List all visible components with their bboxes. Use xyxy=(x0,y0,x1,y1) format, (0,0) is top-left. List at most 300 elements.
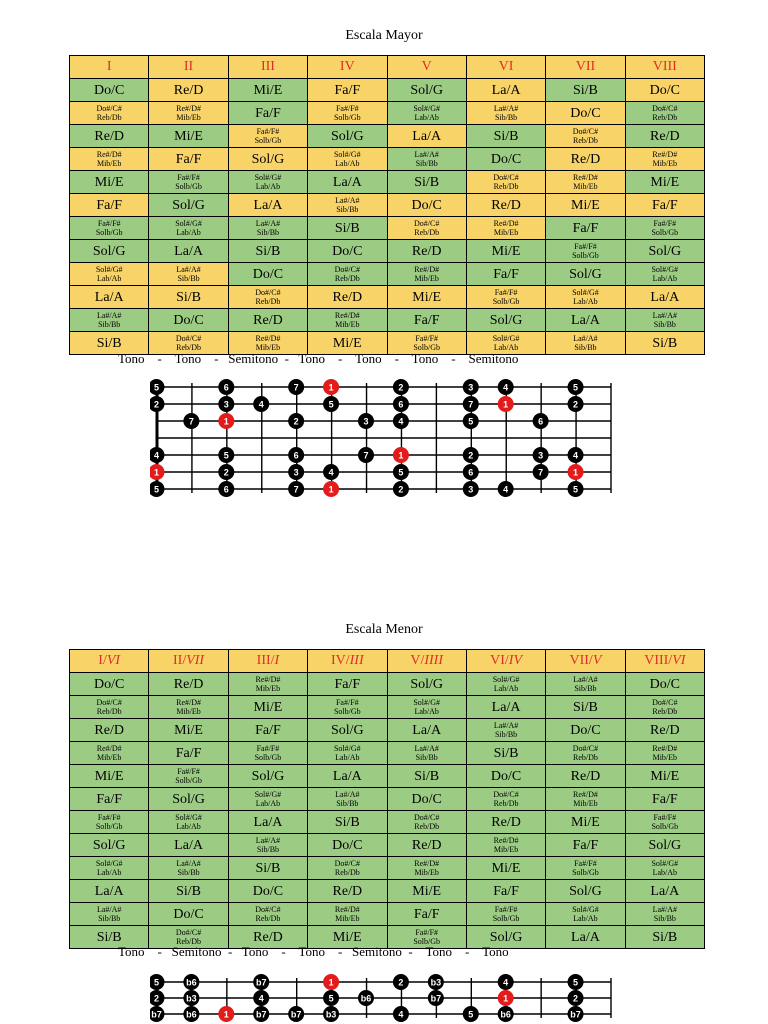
note-cell: Do#/C# Reb/Db xyxy=(625,102,704,125)
note-dot-label: 1 xyxy=(328,977,334,988)
note-dot-label: 2 xyxy=(223,467,229,478)
note-cell: Si/B xyxy=(466,742,545,765)
note-dot-label: 5 xyxy=(223,450,229,461)
note-cell: Re#/D# Mib/Eb xyxy=(387,263,466,286)
note-cell: Do#/C# Reb/Db xyxy=(387,217,466,240)
note-dot-label: 2 xyxy=(293,416,299,427)
note-cell: Mi/E xyxy=(387,286,466,309)
table-row xyxy=(70,309,705,332)
note-cell: Sol/G xyxy=(546,880,625,903)
note-cell: Si/B xyxy=(387,171,466,194)
note-dot-label: 1 xyxy=(153,467,159,478)
note-cell: Sol/G xyxy=(149,788,228,811)
note-cell: Re/D xyxy=(149,673,228,696)
note-dot-label: 5 xyxy=(328,993,334,1004)
note-cell: Sol/G xyxy=(228,765,307,788)
note-cell: Do/C xyxy=(625,79,704,102)
note-dot-label: 6 xyxy=(223,382,229,393)
note-cell: Mi/E xyxy=(70,765,149,788)
note-cell: Re/D xyxy=(70,719,149,742)
note-cell: Mi/E xyxy=(308,332,387,355)
note-dot-label: 4 xyxy=(503,977,509,988)
note-cell: Do#/C# Reb/Db xyxy=(149,332,228,355)
note-cell: Do#/C# Reb/Db xyxy=(70,102,149,125)
note-dot-label: 1 xyxy=(503,993,509,1004)
note-cell: Sol#/G# Lab/Ab xyxy=(228,788,307,811)
note-cell: Do#/C# Reb/Db xyxy=(308,263,387,286)
note-cell: Si/B xyxy=(466,125,545,148)
note-dot-label: 5 xyxy=(153,977,159,988)
note-cell: Si/B xyxy=(625,926,704,949)
note-cell: Mi/E xyxy=(70,171,149,194)
note-cell: Mi/E xyxy=(625,765,704,788)
degree-header: IV xyxy=(308,56,387,79)
note-cell: La#/A# Sib/Bb xyxy=(387,148,466,171)
note-cell: Mi/E xyxy=(625,171,704,194)
note-cell: Re/D xyxy=(308,286,387,309)
note-cell: Do/C xyxy=(308,834,387,857)
note-cell: Fa/F xyxy=(387,903,466,926)
table-row xyxy=(70,217,705,240)
note-cell: Sol#/G# Lab/Ab xyxy=(625,263,704,286)
note-cell: Re#/D# Mib/Eb xyxy=(625,148,704,171)
note-cell: Re/D xyxy=(70,125,149,148)
note-dot-label: b7 xyxy=(255,1009,267,1020)
note-cell: Re/D xyxy=(546,148,625,171)
note-cell: Si/B xyxy=(546,696,625,719)
note-dot-label: 4 xyxy=(258,993,264,1004)
table-row xyxy=(70,263,705,286)
note-cell: Do/C xyxy=(70,673,149,696)
note-cell: Do#/C# Reb/Db xyxy=(228,903,307,926)
note-cell: Sol/G xyxy=(466,926,545,949)
note-dot-label: b6 xyxy=(500,1009,511,1020)
note-cell: La#/A# Sib/Bb xyxy=(228,834,307,857)
note-cell: Do#/C# Reb/Db xyxy=(387,811,466,834)
note-cell: Si/B xyxy=(625,332,704,355)
note-dot-label: 6 xyxy=(223,484,229,495)
note-cell: Sol/G xyxy=(387,673,466,696)
note-cell: Si/B xyxy=(228,857,307,880)
note-dot-label: 5 xyxy=(153,382,159,393)
note-dot-label: 1 xyxy=(503,399,509,410)
note-cell: Do#/C# Reb/Db xyxy=(546,742,625,765)
note-dot-label: b6 xyxy=(186,977,197,988)
note-cell: Mi/E xyxy=(149,125,228,148)
degree-header: III xyxy=(228,56,307,79)
note-cell: Sol#/G# Lab/Ab xyxy=(466,673,545,696)
note-cell: Do#/C# Reb/Db xyxy=(466,788,545,811)
note-dot-label: 1 xyxy=(328,484,334,495)
note-cell: Sol#/G# Lab/Ab xyxy=(70,263,149,286)
note-cell: Re/D xyxy=(387,834,466,857)
note-dot-label: b6 xyxy=(186,1009,197,1020)
note-cell: Fa/F xyxy=(308,79,387,102)
degree-header: VII xyxy=(546,56,625,79)
note-cell: Do#/C# Reb/Db xyxy=(466,171,545,194)
note-dot-label: 1 xyxy=(573,467,579,478)
note-cell: Fa/F xyxy=(70,788,149,811)
note-dot-label: 4 xyxy=(503,382,509,393)
note-cell: La/A xyxy=(228,194,307,217)
note-cell: Fa/F xyxy=(466,263,545,286)
degree-header: V/IIII xyxy=(387,650,466,673)
note-cell: La/A xyxy=(149,240,228,263)
note-cell: Re/D xyxy=(466,194,545,217)
note-dot-label: 5 xyxy=(573,977,579,988)
note-cell: Mi/E xyxy=(228,79,307,102)
note-cell: Fa/F xyxy=(387,309,466,332)
note-cell: La/A xyxy=(546,309,625,332)
note-cell: Re#/D# Mib/Eb xyxy=(466,834,545,857)
note-cell: Sol#/G# Lab/Ab xyxy=(387,696,466,719)
note-dot-label: 1 xyxy=(398,450,404,461)
note-dot-label: b7 xyxy=(430,993,442,1004)
note-cell: La/A xyxy=(308,171,387,194)
note-cell: Do/C xyxy=(466,148,545,171)
note-cell: La/A xyxy=(308,765,387,788)
note-cell: Sol/G xyxy=(308,719,387,742)
note-cell: La#/A# Sib/Bb xyxy=(625,309,704,332)
note-cell: Fa#/F# Solb/Gb xyxy=(387,332,466,355)
note-cell: Re#/D# Mib/Eb xyxy=(387,857,466,880)
note-cell: Re/D xyxy=(625,125,704,148)
table-row xyxy=(70,673,705,696)
note-dot-label: b6 xyxy=(360,993,372,1004)
note-cell: Do/C xyxy=(149,309,228,332)
note-cell: Re/D xyxy=(546,765,625,788)
note-dot-label: 4 xyxy=(258,399,264,410)
note-cell: Re/D xyxy=(625,719,704,742)
note-cell: La#/A# Sib/Bb xyxy=(466,719,545,742)
note-cell: Sol#/G# Lab/Ab xyxy=(546,286,625,309)
table-row xyxy=(70,719,705,742)
note-dot-label: 4 xyxy=(398,1009,404,1020)
table-row xyxy=(70,880,705,903)
note-cell: Si/B xyxy=(308,217,387,240)
table-row xyxy=(70,125,705,148)
note-cell: Sol#/G# Lab/Ab xyxy=(387,102,466,125)
note-cell: Si/B xyxy=(228,240,307,263)
note-cell: Sol/G xyxy=(228,148,307,171)
note-cell: Sol/G xyxy=(387,79,466,102)
note-cell: La/A xyxy=(70,880,149,903)
note-cell: Fa#/F# Solb/Gb xyxy=(546,240,625,263)
degree-header: IV/III xyxy=(308,650,387,673)
major-step-pattern: Tono - Tono - Semitono - Tono - Tono - Tono - Semitono xyxy=(118,351,519,366)
note-dot-label: 6 xyxy=(538,416,544,427)
note-cell: Do/C xyxy=(308,240,387,263)
note-dot-label: 6 xyxy=(468,467,474,478)
degree-header: I xyxy=(70,56,149,79)
note-cell: Sol#/G# Lab/Ab xyxy=(149,811,228,834)
note-cell: Si/B xyxy=(546,79,625,102)
note-dot-label: 3 xyxy=(363,416,369,427)
minor-fretboard-diagram xyxy=(150,972,618,1024)
note-cell: Do/C xyxy=(625,673,704,696)
note-cell: Fa#/F# Solb/Gb xyxy=(149,765,228,788)
note-cell: Si/B xyxy=(308,811,387,834)
degree-header: VIII xyxy=(625,56,704,79)
note-cell: Mi/E xyxy=(149,719,228,742)
note-dot-label: b7 xyxy=(151,1009,162,1020)
degree-header: III/I xyxy=(228,650,307,673)
note-cell: Si/B xyxy=(387,765,466,788)
note-dot-label: 6 xyxy=(293,450,299,461)
table-row xyxy=(70,102,705,125)
note-dot-label: 7 xyxy=(293,484,299,495)
degree-header: VII/V xyxy=(546,650,625,673)
note-cell: Sol/G xyxy=(149,194,228,217)
note-cell: Fa/F xyxy=(149,148,228,171)
note-cell: Sol/G xyxy=(625,240,704,263)
degree-header: II/VII xyxy=(149,650,228,673)
note-cell: La#/A# Sib/Bb xyxy=(546,673,625,696)
note-cell: Fa/F xyxy=(546,217,625,240)
table-row xyxy=(70,148,705,171)
note-dot-label: 5 xyxy=(573,484,579,495)
note-dot-label: 2 xyxy=(398,382,404,393)
degree-header: VI/IV xyxy=(466,650,545,673)
note-cell: La#/A# Sib/Bb xyxy=(387,742,466,765)
note-cell: Sol/G xyxy=(308,125,387,148)
degree-header: VIII/VI xyxy=(625,650,704,673)
note-cell: Fa/F xyxy=(546,834,625,857)
note-cell: Fa/F xyxy=(625,194,704,217)
note-cell: Re/D xyxy=(149,79,228,102)
note-cell: Re#/D# Mib/Eb xyxy=(308,903,387,926)
note-dot-label: b3 xyxy=(325,1009,337,1020)
note-cell: Fa/F xyxy=(70,194,149,217)
note-dot-label: 4 xyxy=(398,416,404,427)
note-dot-label: 2 xyxy=(573,399,579,410)
degree-header: V xyxy=(387,56,466,79)
note-cell: Si/B xyxy=(149,286,228,309)
note-dot-label: b3 xyxy=(186,993,197,1004)
note-dot-label: b7 xyxy=(255,977,267,988)
table-row xyxy=(70,903,705,926)
note-cell: Fa#/F# Solb/Gb xyxy=(546,857,625,880)
note-dot-label: 7 xyxy=(468,399,474,410)
note-cell: Sol/G xyxy=(70,834,149,857)
table-row xyxy=(70,194,705,217)
note-cell: Sol#/G# Lab/Ab xyxy=(308,742,387,765)
note-cell: Mi/E xyxy=(546,811,625,834)
note-cell: Si/B xyxy=(70,332,149,355)
note-cell: Fa#/F# Solb/Gb xyxy=(387,926,466,949)
note-cell: Fa/F xyxy=(228,719,307,742)
note-cell: Re#/D# Mib/Eb xyxy=(546,788,625,811)
note-dot-label: 7 xyxy=(363,450,369,461)
table-row xyxy=(70,765,705,788)
note-dot-label: 5 xyxy=(468,1009,474,1020)
note-cell: Sol#/G# Lab/Ab xyxy=(308,148,387,171)
note-cell: Fa#/F# Solb/Gb xyxy=(466,286,545,309)
note-cell: Sol/G xyxy=(70,240,149,263)
note-dot-label: 2 xyxy=(153,993,159,1004)
degree-header: I/VI xyxy=(70,650,149,673)
note-dot-label: 4 xyxy=(328,467,334,478)
note-dot-label: 4 xyxy=(573,450,579,461)
note-cell: Fa#/F# Solb/Gb xyxy=(70,217,149,240)
note-cell: Do#/C# Reb/Db xyxy=(546,125,625,148)
note-cell: Do/C xyxy=(387,788,466,811)
note-cell: Fa/F xyxy=(228,102,307,125)
note-cell: Do/C xyxy=(149,903,228,926)
note-dot-label: 7 xyxy=(293,382,299,393)
note-cell: Do#/C# Reb/Db xyxy=(308,857,387,880)
note-cell: Fa#/F# Solb/Gb xyxy=(308,696,387,719)
note-cell: La/A xyxy=(466,696,545,719)
note-cell: Sol#/G# Lab/Ab xyxy=(70,857,149,880)
note-cell: Sol#/G# Lab/Ab xyxy=(149,217,228,240)
note-cell: La/A xyxy=(149,834,228,857)
note-cell: Do#/C# Reb/Db xyxy=(70,696,149,719)
note-cell: La#/A# Sib/Bb xyxy=(149,263,228,286)
note-dot-label: 2 xyxy=(398,484,404,495)
note-cell: Re/D xyxy=(466,811,545,834)
note-dot-label: 6 xyxy=(398,399,404,410)
table-row xyxy=(70,696,705,719)
note-dot-label: 3 xyxy=(293,467,299,478)
minor-scale-table xyxy=(69,649,705,949)
note-dot-label: 1 xyxy=(223,1009,229,1020)
note-cell: Mi/E xyxy=(228,696,307,719)
note-cell: La/A xyxy=(546,926,625,949)
note-dot-label: 5 xyxy=(468,416,474,427)
note-cell: La#/A# Sib/Bb xyxy=(466,102,545,125)
note-cell: La#/A# Sib/Bb xyxy=(149,857,228,880)
note-cell: La#/A# Sib/Bb xyxy=(70,903,149,926)
note-cell: La/A xyxy=(228,811,307,834)
table-row xyxy=(70,79,705,102)
note-cell: La/A xyxy=(625,286,704,309)
note-cell: Sol#/G# Lab/Ab xyxy=(228,171,307,194)
note-cell: Re#/D# Mib/Eb xyxy=(625,742,704,765)
note-cell: Do/C xyxy=(228,263,307,286)
note-cell: Do/C xyxy=(387,194,466,217)
note-cell: Fa#/F# Solb/Gb xyxy=(228,742,307,765)
note-cell: Fa/F xyxy=(466,880,545,903)
note-cell: Fa/F xyxy=(625,788,704,811)
table-row xyxy=(70,834,705,857)
note-cell: Re#/D# Mib/Eb xyxy=(149,102,228,125)
note-dot-label: 4 xyxy=(503,484,509,495)
note-cell: Mi/E xyxy=(387,880,466,903)
note-cell: La/A xyxy=(387,719,466,742)
note-cell: Fa#/F# Solb/Gb xyxy=(466,903,545,926)
note-cell: Mi/E xyxy=(546,194,625,217)
major-scale-title: Escala Mayor xyxy=(345,28,423,43)
note-dot-label: 5 xyxy=(328,399,334,410)
table-row xyxy=(70,857,705,880)
note-cell: Re#/D# Mib/Eb xyxy=(308,309,387,332)
note-dot-label: 3 xyxy=(223,399,229,410)
note-cell: Re/D xyxy=(387,240,466,263)
note-cell: La/A xyxy=(387,125,466,148)
note-dot-label: 3 xyxy=(468,382,474,393)
note-cell: La#/A# Sib/Bb xyxy=(308,788,387,811)
note-cell: Sol#/G# Lab/Ab xyxy=(625,857,704,880)
note-cell: Sol#/G# Lab/Ab xyxy=(466,332,545,355)
table-row xyxy=(70,240,705,263)
note-cell: Mi/E xyxy=(466,857,545,880)
degree-header: II xyxy=(149,56,228,79)
note-cell: Fa#/F# Solb/Gb xyxy=(625,217,704,240)
table-row xyxy=(70,171,705,194)
note-cell: La/A xyxy=(625,880,704,903)
note-cell: Re/D xyxy=(308,880,387,903)
note-cell: Fa#/F# Solb/Gb xyxy=(625,811,704,834)
note-cell: Sol/G xyxy=(466,309,545,332)
table-row xyxy=(70,788,705,811)
note-dot-label: 2 xyxy=(153,399,159,410)
note-dot-label: b7 xyxy=(570,1009,581,1020)
note-cell: Do#/C# Reb/Db xyxy=(228,286,307,309)
note-cell: Re#/D# Mib/Eb xyxy=(466,217,545,240)
note-cell: Do#/C# Reb/Db xyxy=(625,696,704,719)
note-cell: Re/D xyxy=(228,309,307,332)
note-cell: La/A xyxy=(70,286,149,309)
table-row xyxy=(70,742,705,765)
note-cell: La/A xyxy=(466,79,545,102)
note-cell: Do#/C# Reb/Db xyxy=(149,926,228,949)
note-cell: Do/C xyxy=(546,719,625,742)
note-cell: Sol/G xyxy=(546,263,625,286)
note-dot-label: 2 xyxy=(398,977,404,988)
note-cell: Fa/F xyxy=(308,673,387,696)
note-dot-label: 5 xyxy=(573,382,579,393)
note-cell: Sol#/G# Lab/Ab xyxy=(546,903,625,926)
note-cell: Sol/G xyxy=(625,834,704,857)
major-fretboard-diagram xyxy=(150,377,618,499)
note-cell: Mi/E xyxy=(308,926,387,949)
degree-header: VI xyxy=(466,56,545,79)
note-dot-label: 7 xyxy=(188,416,194,427)
note-dot-label: 1 xyxy=(223,416,229,427)
note-dot-label: 5 xyxy=(398,467,404,478)
note-dot-label: 4 xyxy=(153,450,159,461)
table-row xyxy=(70,811,705,834)
note-cell: Fa#/F# Solb/Gb xyxy=(308,102,387,125)
note-dot-label: 2 xyxy=(468,450,474,461)
note-cell: Re#/D# Mib/Eb xyxy=(70,148,149,171)
note-dot-label: b7 xyxy=(290,1009,302,1020)
note-cell: La#/A# Sib/Bb xyxy=(228,217,307,240)
major-scale-table xyxy=(69,55,705,355)
note-cell: Si/B xyxy=(70,926,149,949)
note-cell: Re#/D# Mib/Eb xyxy=(546,171,625,194)
note-cell: Do/C xyxy=(546,102,625,125)
note-cell: La#/A# Sib/Bb xyxy=(308,194,387,217)
note-cell: Fa#/F# Solb/Gb xyxy=(228,125,307,148)
note-dot-label: 1 xyxy=(328,382,334,393)
note-cell: Do/C xyxy=(466,765,545,788)
note-dot-label: b3 xyxy=(430,977,442,988)
note-dot-label: 2 xyxy=(573,993,579,1004)
minor-scale-title: Escala Menor xyxy=(345,622,423,637)
minor-step-pattern: Tono - Semitono - Tono - Tono - Semitono - Tono - Tono xyxy=(118,944,509,959)
note-cell: Re/D xyxy=(228,926,307,949)
note-cell: Re#/D# Mib/Eb xyxy=(228,332,307,355)
note-cell: Fa/F xyxy=(149,742,228,765)
note-cell: Mi/E xyxy=(466,240,545,263)
note-cell: La#/A# Sib/Bb xyxy=(546,332,625,355)
note-cell: Fa#/F# Solb/Gb xyxy=(70,811,149,834)
note-cell: Re#/D# Mib/Eb xyxy=(228,673,307,696)
note-dot-label: 7 xyxy=(538,467,544,478)
note-dot-label: 3 xyxy=(468,484,474,495)
